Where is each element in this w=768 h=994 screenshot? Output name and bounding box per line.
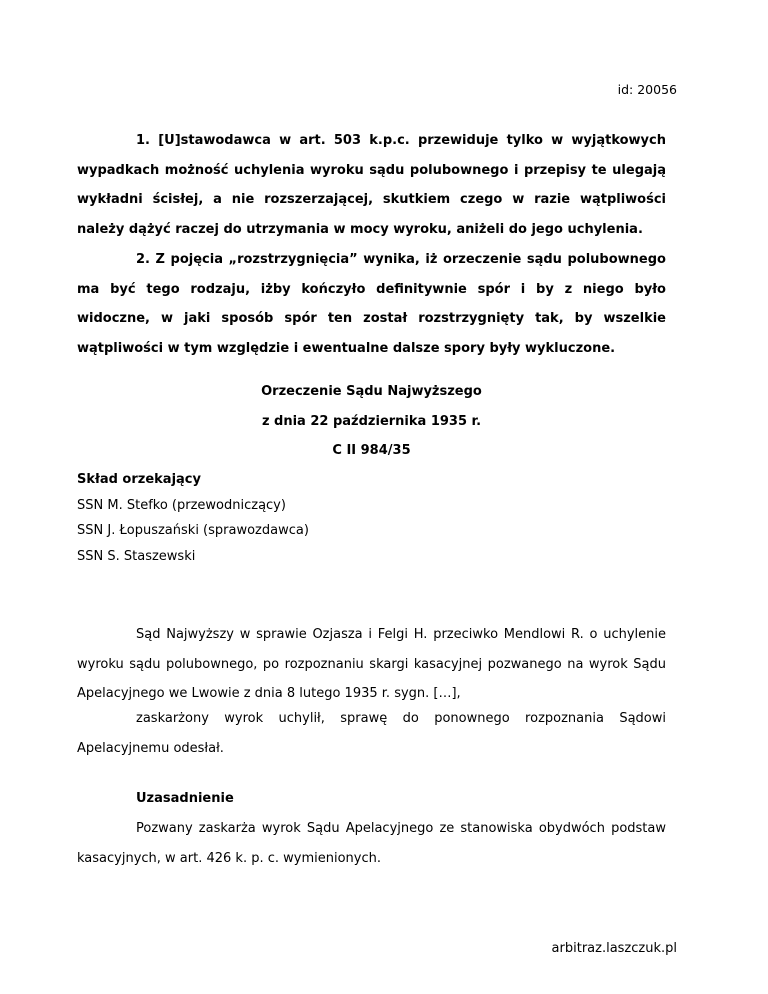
composition-member: SSN J. Łopuszański (sprawozdawca) (77, 523, 309, 538)
composition-section (77, 467, 666, 569)
summary-point-1: 1. [U]stawodawca w art. 503 k.p.c. przewiduje tylko w wyjątkowych wypadkach możność uchylenia wyroku sądu polubownego i przepisy te ulegają wykładni ścisłej, a nie rozszerzającej, skutkiem czego w razie wątpliwości należy dążyć raczej do utrzymania w mocy wyroku, aniżeli do jego uchylenia. (77, 133, 666, 237)
document-id: id: 20056 (617, 82, 677, 97)
summary-point-2: 2. Z pojęcia „rozstrzygnięcia” wynika, iż orzeczenie sądu polubownego ma być tego rodzaju, iżby kończyło definitywnie spór i by z niego było widoczne, w jaki sposób spór ten został rozstrzygnięty tak, by wszelkie wątpliwości w tym względzie i ewentualne dalsze spory były wykluczone. (77, 252, 666, 356)
ruling-title: Orzeczenie Sądu Najwyższego (261, 384, 482, 399)
footer-source: arbitraz.laszczuk.pl (551, 941, 677, 956)
justification-paragraph: Pozwany zaskarża wyrok Sądu Apelacyjnego ze stanowiska obydwóch podstaw kasacyjnych, w art. 426 k. p. c. wymienionych. (77, 821, 666, 866)
justification-heading: Uzasadnienie (136, 791, 234, 806)
ruling-header (77, 377, 666, 466)
ruling-paragraph: Sąd Najwyższy w sprawie Ozjasza i Felgi H. przeciwko Mendlowi R. o uchylenie wyroku sądu polubownego, po rozpoznaniu skargi kasacyjnej pozwanego na wyrok Sądu Apelacyjnego we Lwowie z dnia 8 lutego 1935 r. sygn. […], (77, 627, 666, 701)
ruling-date: z dnia 22 października 1935 r. (261, 413, 482, 429)
ruling-signature: C II 984/35 (332, 443, 411, 458)
composition-member: SSN M. Stefko (przewodniczący) (77, 497, 286, 513)
composition-member: SSN S. Staszewski (77, 548, 196, 564)
ruling-paragraph: zaskarżony wyrok uchylił, sprawę do ponownego rozpoznania Sądowi Apelacyjnemu odesłał. (77, 711, 666, 756)
composition-heading: Skład orzekający (77, 472, 201, 487)
